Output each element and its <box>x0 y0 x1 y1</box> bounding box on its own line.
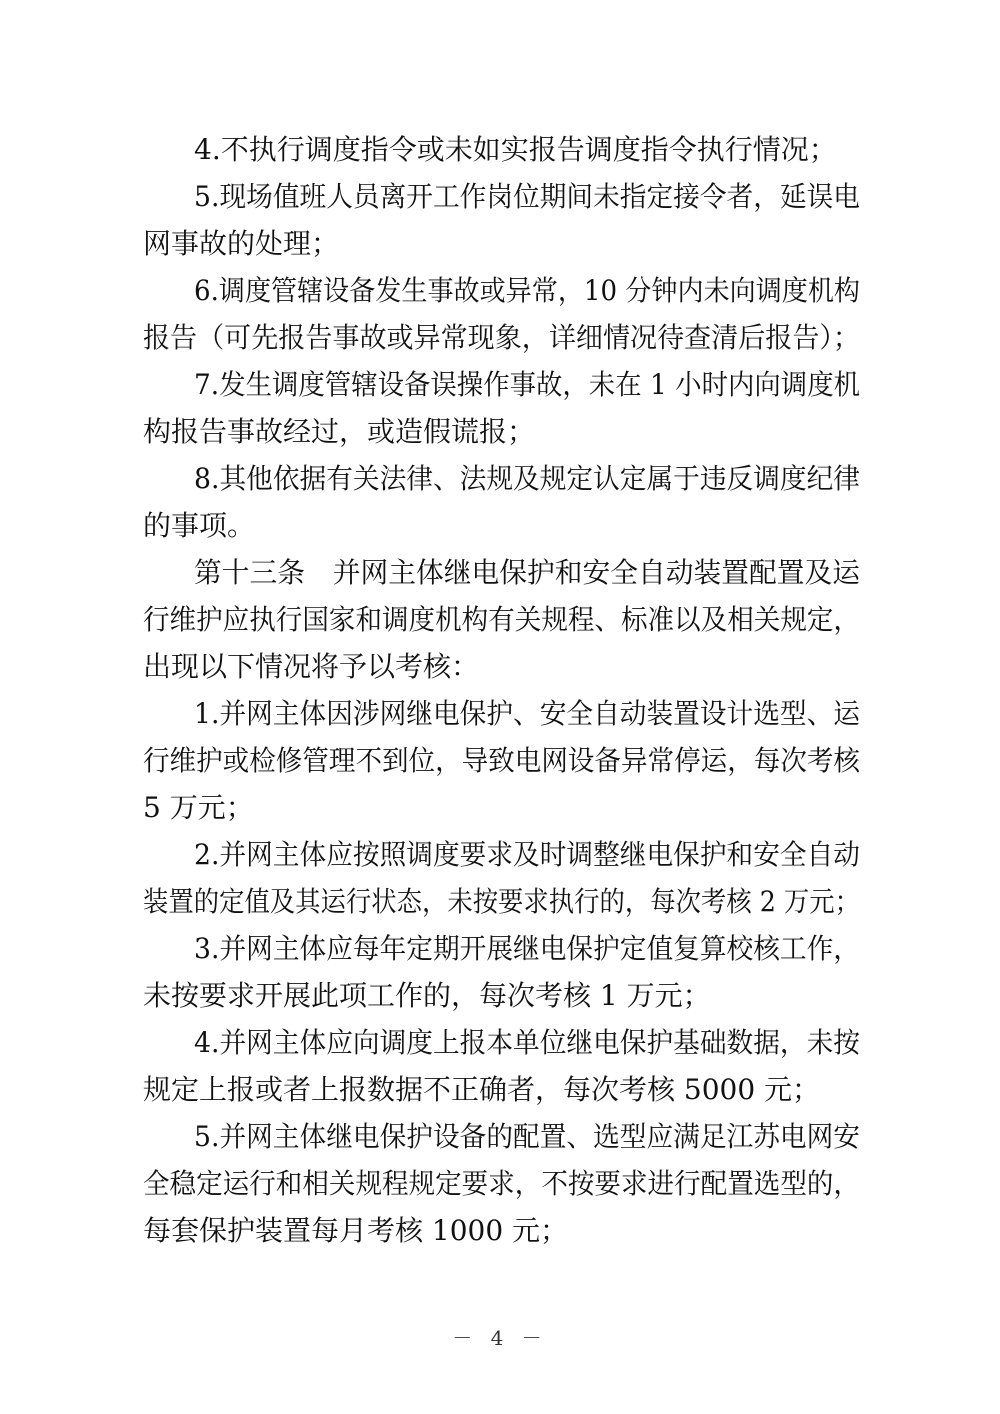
text-line: 5.并网主体继电保护设备的配置、选型应满足江苏电网安 <box>194 1120 860 1153</box>
text-line: 的事项。 <box>143 509 256 542</box>
text-line: 报告（可先报告事故或异常现象，详细情况待查清后报告）； <box>143 321 860 354</box>
text-line: 4.不执行调度指令或未如实报告调度指令执行情况； <box>194 133 837 166</box>
text-line: 出现以下情况将予以考核： <box>143 650 480 683</box>
text-line: 行维护或检修管理不到位，导致电网设备异常停运，每次考核 <box>143 744 860 777</box>
text-line: 每套保护装置每月考核 1000 元； <box>143 1214 569 1247</box>
text-line: 7.发生调度管辖设备误操作事故，未在 1 小时内向调度机 <box>194 368 860 401</box>
text-line: 8.其他依据有关法律、法规及规定认定属于违反调度纪律 <box>194 462 860 495</box>
text-line: 5 万元； <box>143 791 254 824</box>
text-line: 未按要求开展此项工作的，每次考核 1 万元； <box>143 979 711 1012</box>
text-line: 3.并网主体应每年定期开展继电保护定值复算校核工作， <box>194 932 860 965</box>
text-line: 全稳定运行和相关规程规定要求，不按要求进行配置选型的， <box>143 1167 860 1200</box>
section-heading-line: 第十三条 并网主体继电保护和安全自动装置配置及运 <box>194 556 860 589</box>
page-number: － 4 － <box>452 1326 548 1350</box>
text-line: 构报告事故经过，或造假谎报； <box>143 415 536 448</box>
text-line: 网事故的处理； <box>143 227 340 260</box>
text-line: 4.并网主体应向调度上报本单位继电保护基础数据，未按 <box>194 1026 860 1059</box>
text-line: 6.调度管辖设备发生事故或异常，10 分钟内未向调度机构 <box>194 274 860 307</box>
text-line: 行维护应执行国家和调度机构有关规程、标准以及相关规定， <box>143 603 860 636</box>
text-line: 装置的定值及其运行状态，未按要求执行的，每次考核 2 万元； <box>143 885 860 918</box>
text-line: 1.并网主体因涉网继电保护、安全自动装置设计选型、运 <box>194 697 860 730</box>
text-line: 2.并网主体应按照调度要求及时调整继电保护和安全自动 <box>194 838 860 871</box>
text-line: 5.现场值班人员离开工作岗位期间未指定接令者，延误电 <box>194 180 860 213</box>
text-line: 规定上报或者上报数据不正确者，每次考核 5000 元； <box>143 1073 821 1106</box>
